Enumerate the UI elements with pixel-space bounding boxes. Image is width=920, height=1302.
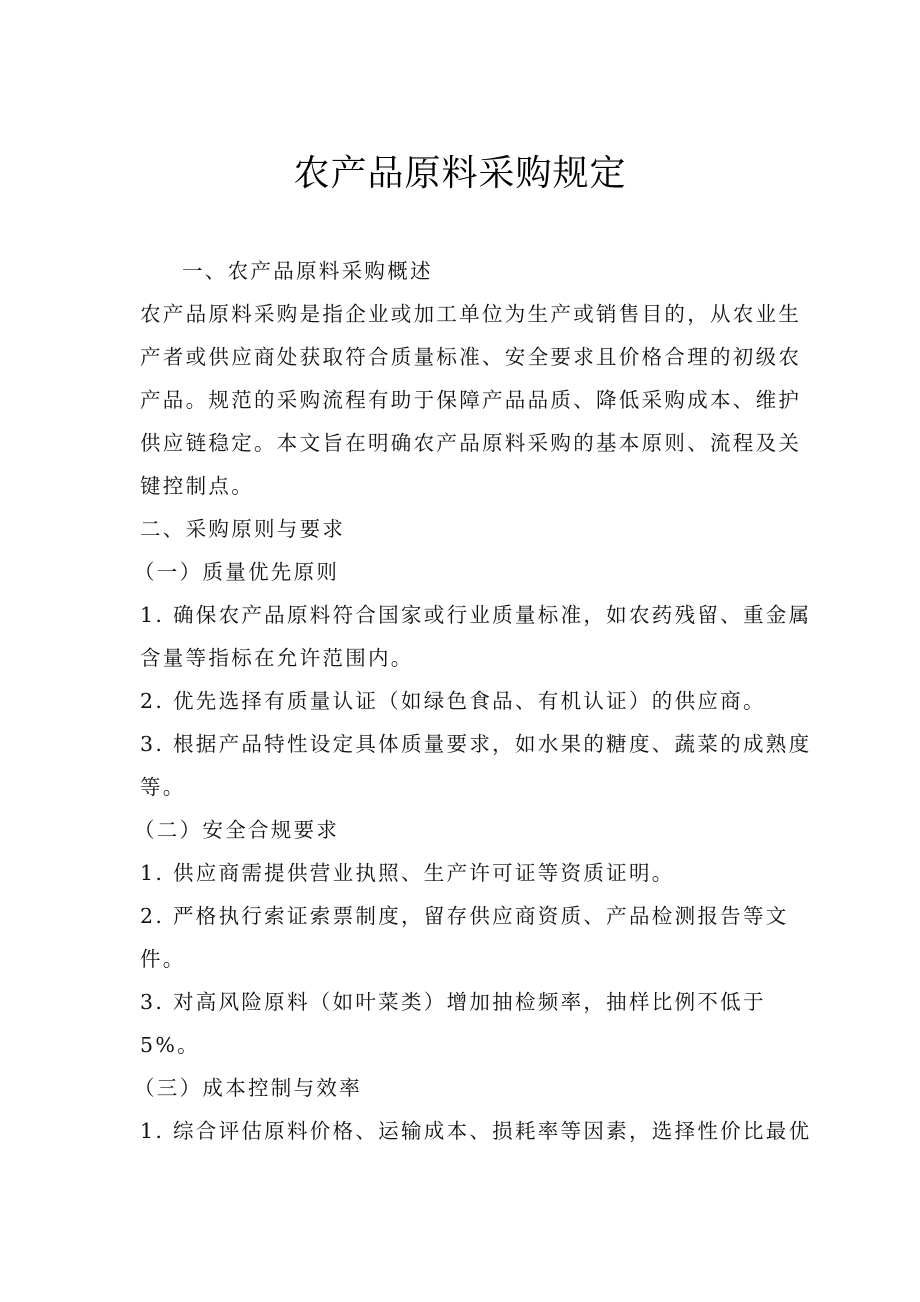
text-line-item: 含量等指标在允许范围内。: [140, 646, 414, 670]
text-line-item: 5%。: [140, 1033, 200, 1057]
text-line-item: 2. 优先选择有质量认证（如绿色食品、有机认证）的供应商。: [140, 689, 766, 713]
text-line-body: 键控制点。: [140, 474, 254, 498]
text-line-item: 1. 供应商需提供营业执照、生产许可证等资质证明。: [140, 861, 675, 885]
text-line-item: 件。: [140, 947, 186, 971]
text-line-subheading: （一）质量优先原则: [134, 560, 340, 584]
text-line-heading: 二、采购原则与要求: [140, 517, 346, 541]
text-line-item: 2. 严格执行索证索票制度，留存供应商资质、产品检测报告等文: [140, 904, 789, 928]
text-line-body: 产品。规范的采购流程有助于保障产品品质、降低采购成本、维护: [140, 388, 802, 412]
text-line-item: 等。: [140, 775, 186, 799]
text-line-item: 1. 确保农产品原料符合国家或行业质量标准，如农药残留、重金属: [140, 603, 812, 627]
text-line-heading: 一、农产品原料采购概述: [182, 259, 433, 283]
text-line-body: 供应链稳定。本文旨在明确农产品原料采购的基本原则、流程及关: [140, 431, 802, 455]
text-line-subheading: （二）安全合规要求: [134, 818, 340, 842]
text-line-item: 3. 对高风险原料（如叶菜类）增加抽检频率，抽样比例不低于: [140, 990, 766, 1014]
text-line-body: 农产品原料采购是指企业或加工单位为生产或销售目的，从农业生: [140, 302, 802, 326]
text-line-subheading: （三）成本控制与效率: [134, 1076, 362, 1100]
text-line-item: 1. 综合评估原料价格、运输成本、损耗率等因素，选择性价比最优: [140, 1119, 812, 1143]
text-line-body: 产者或供应商处获取符合质量标准、安全要求且价格合理的初级农: [140, 345, 802, 369]
text-line-item: 3. 根据产品特性设定具体质量要求，如水果的糖度、蔬菜的成熟度: [140, 732, 812, 756]
document-title: 农产品原料采购规定: [293, 153, 627, 194]
